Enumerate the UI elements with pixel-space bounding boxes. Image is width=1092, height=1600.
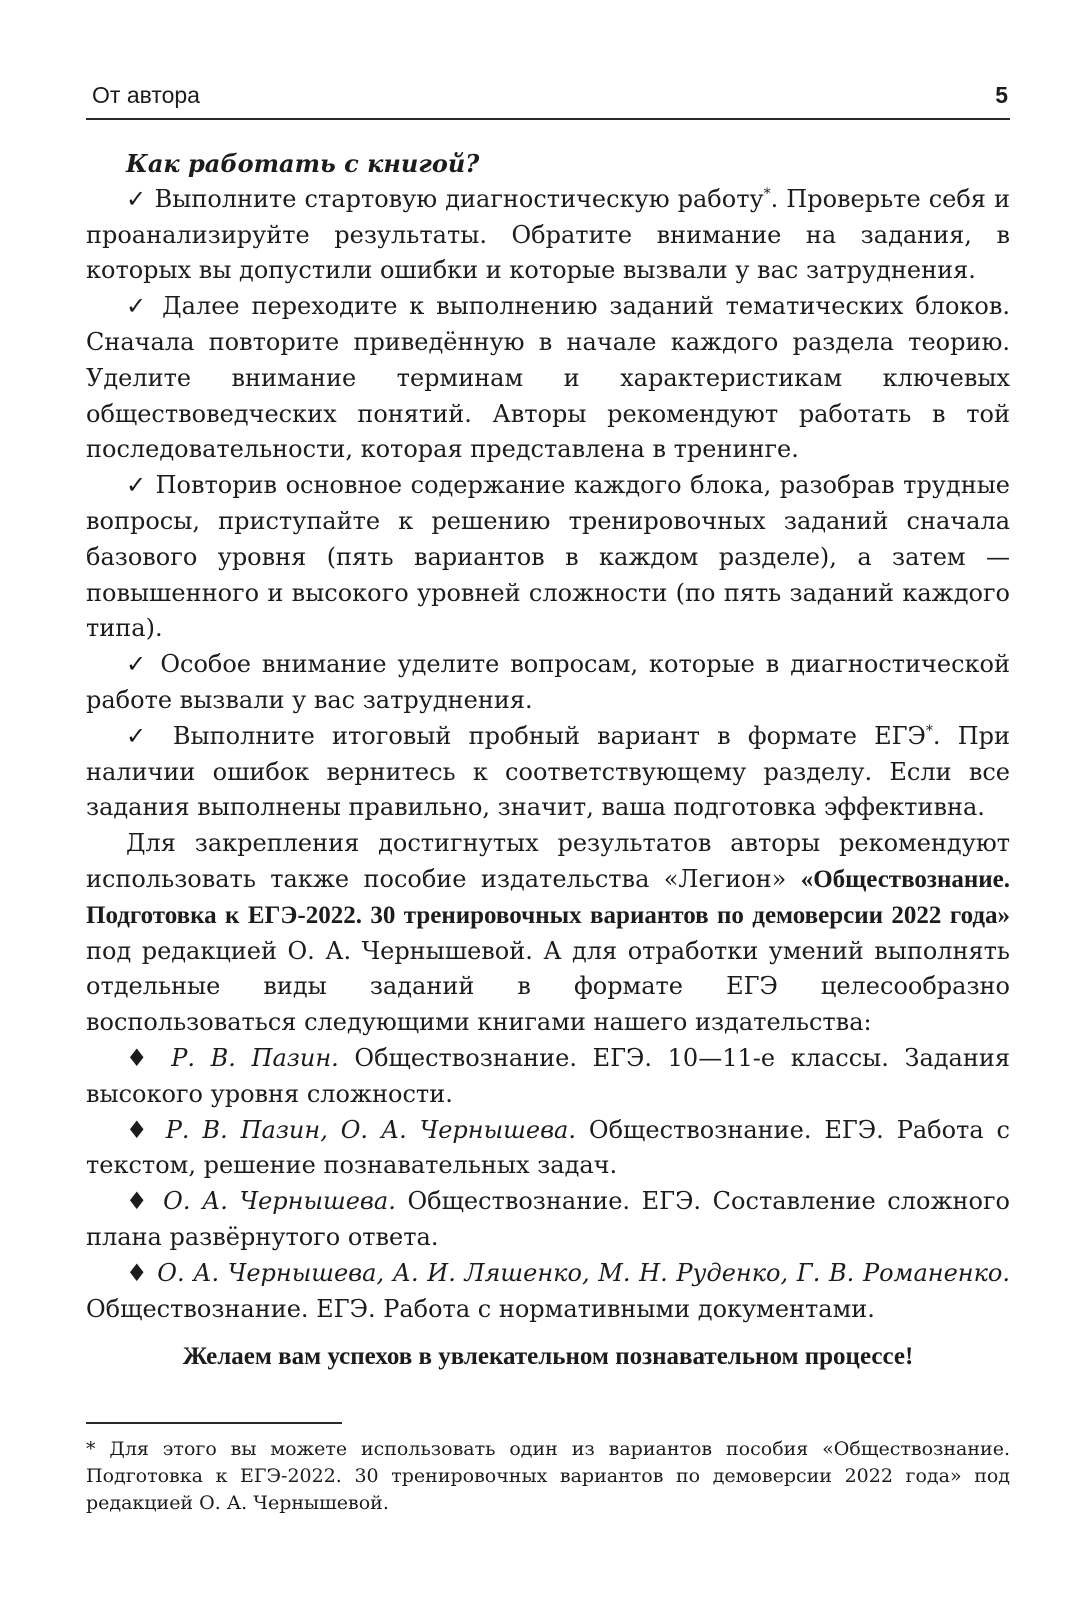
diamond-bullet-icon: ♦ bbox=[126, 1043, 156, 1072]
book-title: Обществознание. ЕГЭ. Работа с текстом, решение познавательных задач. bbox=[86, 1115, 1010, 1180]
footnote-marker: * bbox=[763, 185, 771, 202]
page-number: 5 bbox=[995, 82, 1008, 108]
section-title: От автора bbox=[92, 82, 200, 108]
footnote-divider bbox=[86, 1422, 342, 1424]
checkmark-icon: ✓ bbox=[126, 292, 151, 321]
running-header bbox=[86, 82, 1010, 120]
book-item bbox=[86, 1113, 1010, 1185]
book-item bbox=[86, 1041, 1010, 1113]
check-item: ✓ Выполните итоговый пробный вариант в формате ЕГЭ*. При наличии ошибок вернитесь к соответствующему разделу. Если все задания выполнены правильно, значит, ваша подготовка эффективна. bbox=[86, 721, 1011, 822]
check-item: ✓ Далее переходите к выполнению заданий тематических блоков. Сначала повторите приведённую в начале каждого раздела теорию. Уделите внимание терминам и характеристикам ключевых обществоведческих понятий. Авторы рекомендуют работать в той последовательности, которая представлена в тренинге. bbox=[86, 292, 1010, 464]
book-title: Обществознание. ЕГЭ. Составление сложного плана развёрнутого ответа. bbox=[86, 1187, 1010, 1251]
diamond-bullet-icon: ♦ bbox=[126, 1258, 149, 1287]
recommended-book-title: «Обществознание. Подготовка к ЕГЭ-2022. 30 тренировочных вариантов по демоверсии 2022 года» bbox=[86, 865, 1010, 929]
book-authors: Р. В. Пазин. bbox=[171, 1043, 339, 1072]
book-title: Обществознание. ЕГЭ. 10—11-е классы. Задания высокого уровня сложности. bbox=[86, 1043, 1010, 1108]
check-item: ✓ Выполните стартовую диагностическую работу*. Проверьте себя и проанализируйте результаты. Обратите внимание на задания, в которых вы допустили ошибки и которые вызвали у вас затруднения. bbox=[86, 184, 1010, 285]
diamond-bullet-icon: ♦ bbox=[126, 1187, 152, 1216]
footnote-marker: * bbox=[925, 722, 933, 739]
recommendation-paragraph: Для закрепления достигнутых результатов авторы рекомендуют использовать также пособие издательства «Легион» «Обществознание. Подготовка к ЕГЭ-2022. 30 тренировочных вариантов по демоверсии 2022 года» под редакцией О. А. Чернышевой. А для отработки умений выполнять отдельные виды заданий в формате ЕГЭ целесообразно воспользоваться следующими книгами нашего издательства: bbox=[86, 829, 1010, 1037]
checkmark-icon: ✓ bbox=[126, 184, 147, 213]
book-authors: Р. В. Пазин, О. А. Чернышева. bbox=[165, 1115, 576, 1144]
main-text bbox=[86, 146, 1010, 1375]
closing-wish: Желаем вам успехов в увлекательном познавательном процессе! bbox=[182, 1343, 914, 1371]
checkmark-icon: ✓ bbox=[126, 650, 150, 679]
check-item: ✓ Повторив основное содержание каждого блока, разобрав трудные вопросы, приступайте к решению тренировочных заданий сначала базового уровня (пять вариантов в каждом разделе), а затем — повышенного и высокого уровней сложности (по пять заданий каждого типа). bbox=[86, 471, 1011, 643]
book-item bbox=[86, 1256, 1010, 1328]
checkmark-icon: ✓ bbox=[126, 721, 156, 750]
diamond-bullet-icon: ♦ bbox=[126, 1115, 153, 1144]
book-authors: О. А. Чернышева, А. И. Ляшенко, М. Н. Руденко, Г. В. Романенко. bbox=[157, 1258, 1010, 1287]
footnote: * Для этого вы можете использовать один из вариантов пособия «Обществознание. Подготовка к ЕГЭ-2022. 30 тренировочных вариантов по демоверсии 2022 года» под редакцией О. А. Чернышевой. bbox=[86, 1438, 1010, 1514]
check-item: ✓ Особое внимание уделите вопросам, которые в диагностической работе вызвали у вас затруднения. bbox=[86, 650, 1010, 714]
book-title: Обществознание. ЕГЭ. Работа с нормативными документами. bbox=[86, 1294, 875, 1323]
book-item bbox=[86, 1184, 1010, 1256]
checkmark-icon: ✓ bbox=[126, 471, 148, 500]
section-heading: Как работать с книгой? bbox=[126, 149, 480, 178]
book-authors: О. А. Чернышева. bbox=[163, 1187, 396, 1216]
